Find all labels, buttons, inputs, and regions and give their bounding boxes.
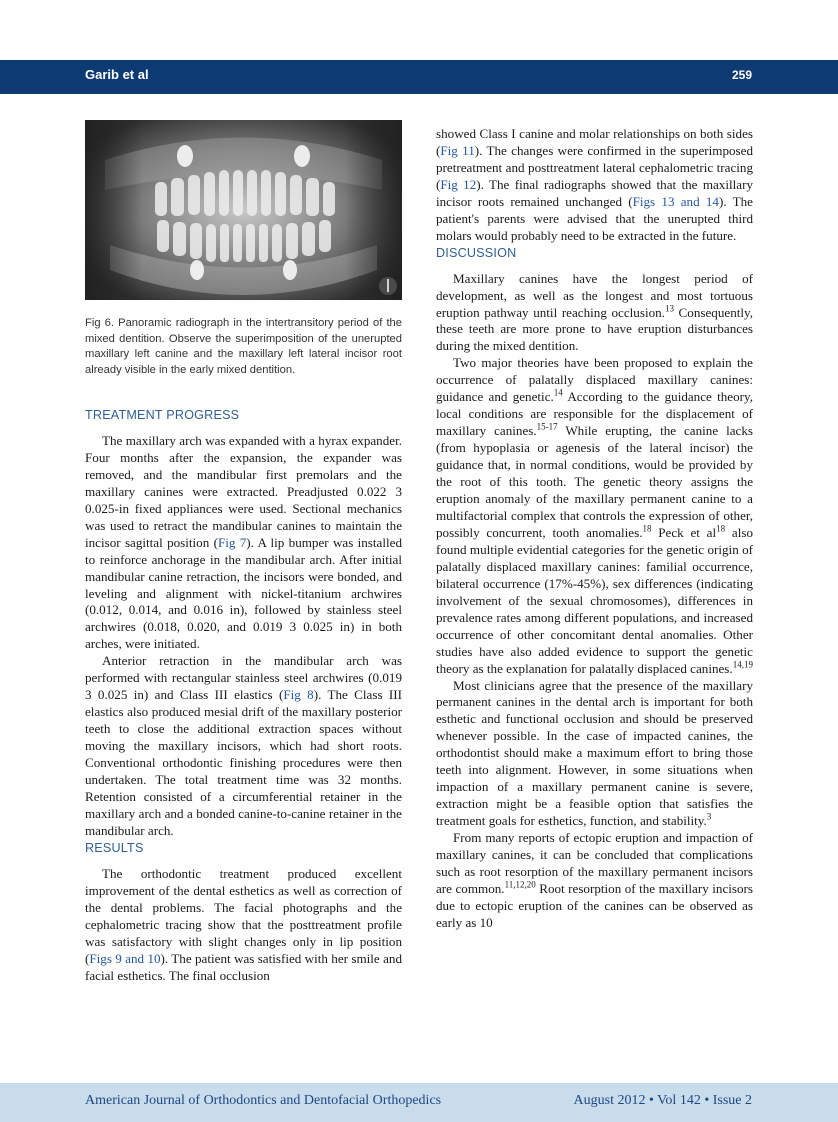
reference-citation[interactable]: 3 [706, 811, 712, 822]
reference-citation[interactable]: 14,19 [732, 659, 753, 670]
running-header-author: Garib et al [85, 67, 149, 82]
figure-link[interactable]: Fig 12 [440, 176, 477, 192]
issue-info: August 2012 • Vol 142 • Issue 2 [573, 1093, 752, 1108]
reference-citation[interactable]: 18 [642, 523, 652, 534]
figure-link[interactable]: Figs 9 and 10 [89, 950, 161, 966]
section-heading-discussion: DISCUSSION [436, 245, 517, 260]
reference-citation[interactable]: 18 [716, 523, 726, 534]
left-column [85, 120, 402, 984]
paragraph: From many reports of ectopic eruption and impaction of maxillary canines, it can be concluded that complications such as root resorption of the maxillary permanent incisors are common.$^{11,12,20}$ Root resorption of the maxillary incisors due to ectopic eruption of the canines can be observed as early as 10 [436, 830, 753, 930]
figure-link[interactable]: Figs 13 and 14 [632, 193, 719, 209]
reference-citation[interactable]: 13 [664, 303, 674, 314]
running-header [0, 60, 838, 94]
figure-link[interactable]: Fig 8 [283, 687, 314, 703]
section-heading-results: RESULTS [85, 840, 144, 855]
panoramic-radiograph-icon [85, 120, 402, 300]
paragraph: The orthodontic treatment produced excellent improvement of the dental esthetics as well as correction of the dental problems. The facial photographs and the cephalometric tracing show that the posttreatment profile was satisfactory with slight changes only in lip position (Figs 9 and 10). The patient was satisfied with her smile and facial esthetics. The final occlusion [85, 865, 403, 983]
running-footer [0, 1083, 838, 1122]
figure-link[interactable]: Fig 11 [440, 142, 475, 158]
paragraph: Maxillary canines have the longest period of development, as well as the longest and most tortuous eruption pathway until reaching occlusion.$^{13}$ Consequently, these teeth are more prone to have eruption disturbances during the mixed dentition. [436, 270, 753, 354]
paragraph: Two major theories have been proposed to explain the occurrence of palatally displaced maxillary canines: guidance and genetic.$^{14}$ According to the guidance theory, local conditions are responsible for the displacement of maxillary canines.$^{15-17}$ While erupting, the canine lacks (from hypoplasia or agenesis of the lateral incisor) the guidance that, in normal conditions, would be provided by the root of this tooth. The genetic theory assigns the eruption anomaly of the maxillary permanent canine to a multifactorial complex that controls the expression of other, possibly concurrent, tooth anomalies.$^{18}$ Peck et al$^{18}$ also found multiple evidential categories for the genetic origin of palatally displaced maxillary canines: familial occurrence, bilateral occurrence (17%-45%), sex differences (indicating involvement of the sexual chromosomes), differences in prevalence rates among different populations, and increased occurrence of other concomitant dental anomalies. Other studies have also added evidence to support the genetic theory as the explanation for palatally displaced canines.$^{14,19}$ [436, 355, 753, 676]
right-column [436, 126, 753, 932]
reference-citation[interactable]: 11,12,20 [504, 879, 536, 890]
page-number: 259 [731, 68, 752, 82]
paragraph: The maxillary arch was expanded with a hyrax expander. Four months after the expansion, the expander was removed, and the mandibular first premolars and the maxillary canines were extracted. Preadjusted 0.022 3 0.025-in fixed appliances were used. Sectional mechanics was used to retract the mandibular canines to maintain the incisor sagittal position (Fig 7). A lip bumper was installed to reinforce anchorage in the mandibular arch. After initial mandibular canine retraction, the incisors were bonded, and leveling and alignment with nickel-titanium archwires (0.012, 0.014, and 0.016 in), followed by stainless steel archwires (0.018, 0.020, and 0.019 3 0.025 in) in both arches, were initiated. [85, 432, 402, 652]
paragraph: Anterior retraction in the mandibular arch was performed with rectangular stainless steel archwires (0.019 3 0.025 in) and Class III elastics (Fig 8). The Class III elastics also produced mesial drift of the maxillary posterior teeth to close the additional extraction spaces without moving the maxillary incisors, which had short roots. Conventional orthodontic finishing procedures were then undertaken. The total treatment time was 32 months. Retention consisted of a circumferential retainer in the maxillary arch and a bonded canine-to-canine retainer in the mandibular arch. [85, 653, 402, 838]
figure-6-radiograph [85, 120, 402, 300]
journal-name: American Journal of Orthodontics and Dentofacial Orthopedics [85, 1093, 442, 1108]
figure-6-caption: Fig 6. Panoramic radiograph in the intertransitory period of the mixed dentition. Observe the superimposition of the unerupted maxillary left canine and the maxillary left lateral incisor root already visible in the early mixed dentition. [85, 317, 402, 376]
figure-link[interactable]: Fig 7 [217, 534, 247, 550]
paragraph: Most clinicians agree that the presence of the maxillary permanent canines in the dental arch is important for both esthetic and functional occlusion and should be preserved whenever possible. In the case of impacted canines, the orthodontist should make a maximum effort to bring those teeth into alignment. However, in some situations when impaction of a maxillary permanent canine is severe, extraction might be a feasible option that satisfies the treatment goals for esthetics, function, and stability.$^3$ [436, 677, 753, 829]
reference-citation[interactable]: 15-17 [536, 421, 558, 432]
reference-citation[interactable]: 14 [553, 387, 563, 398]
paragraph-continued: showed Class I canine and molar relationships on both sides (Fig 11). The changes were confirmed in the superimposed pretreatment and posttreatment lateral cephalometric tracing (Fig 12). The final radiographs showed that the maxillary incisor roots remained unchanged (Figs 13 and 14). The patient's parents were advised that the unerupted third molars would probably need to be extracted in the future. [436, 126, 753, 243]
section-heading-treatment-progress: TREATMENT PROGRESS [85, 408, 240, 422]
